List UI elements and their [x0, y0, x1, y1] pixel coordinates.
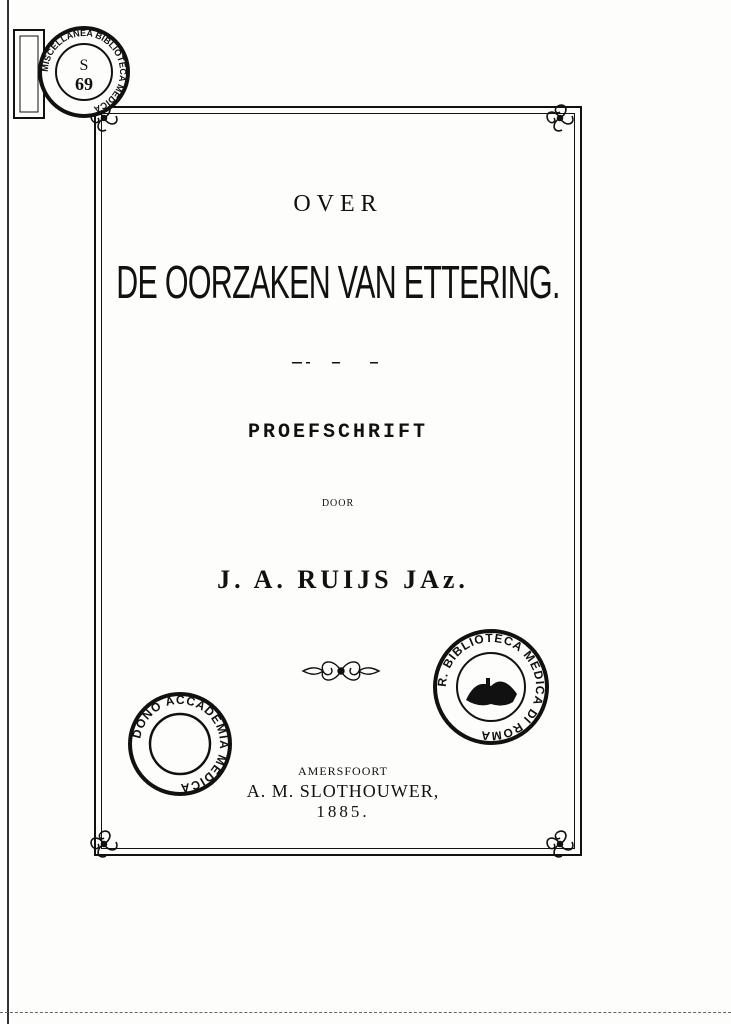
main-title: DE OORZAKEN VAN ETTERING.: [116, 256, 560, 308]
printer-ornament: [298, 652, 384, 690]
title-over: OVER: [293, 191, 383, 217]
library-stamp-dono: [126, 690, 234, 798]
publication-year: 1885.: [316, 802, 370, 821]
svg-text:S: S: [79, 57, 89, 74]
svg-text:69: 69: [75, 74, 93, 94]
publisher-name: A. M. SLOTHOUWER,: [246, 781, 440, 801]
page-edge: [0, 0, 9, 1024]
library-stamp-roma: [430, 626, 552, 748]
page-bottom-edge: [0, 1012, 731, 1014]
by-label: DOOR: [321, 498, 355, 509]
author-name: J. A. RUIJS JAz.: [217, 565, 469, 594]
publication-city: AMERSFOORT: [298, 764, 388, 778]
corner-ornament-top-right: [538, 96, 582, 140]
library-stamp-top: [12, 24, 130, 124]
svg-text:R. BIBLIOTECA MEDICA DI ROMA: R. BIBLIOTECA MEDICA DI ROMA: [434, 630, 548, 744]
svg-text:DONO ACCADEMIA MEDICA: DONO ACCADEMIA MEDICA: [129, 692, 232, 796]
corner-ornament-bottom-left: [82, 822, 126, 866]
thesis-type: PROEFSCHRIFT: [247, 421, 429, 444]
corner-ornament-bottom-right: [538, 822, 582, 866]
svg-text:MISCELLANEA BIBLIOTECA MEDICA: MISCELLANEA BIBLIOTECA MEDICA: [39, 27, 129, 115]
title-divider: [292, 352, 382, 356]
